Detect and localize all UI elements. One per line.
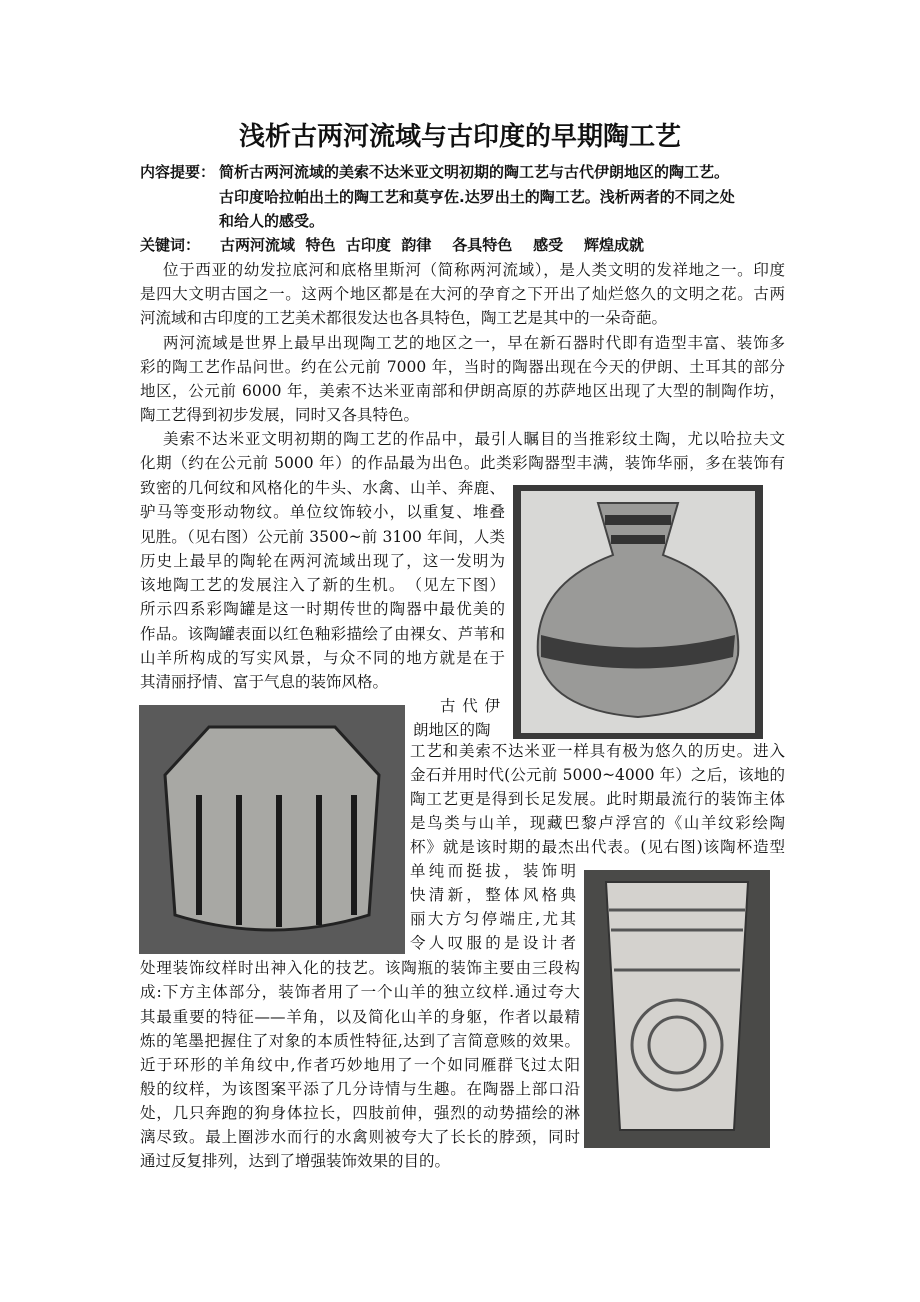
body-text-line: 所示四系彩陶罐是这一时期传世的陶器中最优美的 bbox=[140, 600, 505, 618]
body-text-line: 炼的笔墨把握住了对象的本质性特征,达到了言简意赅的效果。 bbox=[140, 1032, 580, 1050]
four-handled-jar-photo bbox=[139, 705, 405, 954]
body-text-line: 陶工艺得到初步发展，同时又各具特色。 bbox=[140, 406, 420, 424]
body-text-line: 美索不达米亚文明初期的陶工艺的作品中，最引人瞩目的当推彩纹土陶，尤以哈拉夫文 bbox=[163, 430, 785, 448]
body-text-line: 处，几只奔跑的狗身体拉长，四肢前伸，强烈的动势描绘的淋 bbox=[140, 1104, 580, 1122]
body-text-line: 丽大方匀停端庄,尤其 bbox=[410, 910, 576, 928]
body-text-line: 历史上最早的陶轮在两河流域出现了，这一发明为 bbox=[140, 552, 505, 570]
keywords-value: 古两河流域 特色 古印度 韵律 各具特色 感受 辉煌成就 bbox=[220, 236, 645, 254]
body-text-line: 近于环形的羊角纹中,作者巧妙地用了一个如同雁群飞过太阳 bbox=[140, 1056, 580, 1074]
abstract-line: 古印度哈拉帕出土的陶工艺和莫亨佐.达罗出土的陶工艺。浅析两者的不同之处 bbox=[219, 188, 735, 206]
body-text-line: 是四大文明古国之一。这两个地区都是在大河的孕育之下开出了灿烂悠久的文明之花。古两 bbox=[140, 285, 785, 303]
abstract-line: 简析古两河流域的美索不达米亚文明初期的陶工艺与古代伊朗地区的陶工艺。 bbox=[219, 163, 730, 181]
abstract-line: 和给人的感受。 bbox=[219, 212, 325, 230]
body-text-line: 两河流域是世界上最早出现陶工艺的地区之一，早在新石器时代即有造型丰富、装饰多 bbox=[163, 334, 785, 352]
body-text-line: 其最重要的特征——羊角，以及简化山羊的身躯，作者以最精 bbox=[140, 1008, 580, 1026]
body-text-line: 漓尽致。最上圈涉水而行的水禽则被夸大了长长的脖颈，同时 bbox=[140, 1128, 580, 1146]
keywords-label: 关键词： bbox=[140, 236, 201, 254]
body-text-line: 位于西亚的幼发拉底河和底格里斯河（简称两河流域），是人类文明的发祥地之一。印度 bbox=[163, 261, 785, 279]
goat-cup-photo bbox=[584, 870, 770, 1148]
body-text-line: 般的纹样，为该图案平添了几分诗情与生趣。在陶器上部口沿 bbox=[140, 1080, 580, 1098]
page-title: 浅析古两河流域与古印度的早期陶工艺 bbox=[238, 122, 681, 152]
body-text-line: 陶工艺更是得到长足发展。此时期最流行的装饰主体 bbox=[410, 790, 785, 808]
body-text-line: 处理装饰纹样时出神入化的技艺。该陶瓶的装饰主要由三段构 bbox=[140, 959, 580, 977]
painted-vase-photo bbox=[513, 485, 763, 739]
body-text-line: 致密的几何纹和风格化的牛头、水禽、山羊、奔鹿、 bbox=[140, 479, 505, 497]
body-text-line: 该地陶工艺的发展注入了新的生机。 （见左下图） bbox=[140, 576, 505, 594]
body-text-line: 河流域和古印度的工艺美术都很发达也各具特色，陶工艺是其中的一朵奇葩。 bbox=[140, 309, 668, 327]
body-text-line: 是鸟类与山羊，现藏巴黎卢浮宫的《山羊纹彩绘陶 bbox=[410, 814, 785, 832]
body-text-line: 化期（约在公元前 5000 年）的作品最为出色。此类彩陶器型丰满，装饰华丽，多在装饰有 bbox=[140, 454, 785, 472]
body-text-line: 驴马等变形动物纹。单位纹饰较小，以重复、堆叠 bbox=[140, 503, 505, 521]
body-text-line: 彩的陶工艺作品问世。约在公元前 7000 年，当时的陶器出现在今天的伊朗、土耳其的部分 bbox=[140, 358, 785, 376]
body-text-line: 令人叹服的是设计者 bbox=[410, 934, 576, 952]
body-text-line: 见胜。（见右图）公元前 3500~前 3100 年间，人类 bbox=[140, 528, 505, 546]
body-text-line: 地区，公元前 6000 年，美索不达米亚南部和伊朗高原的苏萨地区出现了大型的制陶作坊， bbox=[140, 382, 785, 400]
body-text-line: 山羊所构成的写实风景，与众不同的地方就是在于 bbox=[140, 649, 505, 667]
body-text-line: 金石并用时代(公元前 5000~4000 年）之后，该地的 bbox=[410, 766, 785, 784]
body-text-line: 工艺和美索不达米亚一样具有极为悠久的历史。进入 bbox=[410, 742, 785, 760]
body-text-line: 杯》就是该时期的最杰出代表。(见右图)该陶杯造型 bbox=[410, 838, 785, 856]
body-text-line: 其清丽抒情、富于气息的装饰风格。 bbox=[140, 673, 389, 691]
body-text-line: 快清新，整体风格典 bbox=[410, 886, 576, 904]
body-text-line: 通过反复排列，达到了增强装饰效果的目的。 bbox=[140, 1152, 451, 1170]
body-text-line: 作品。该陶罐表面以红色釉彩描绘了由裸女、芦苇和 bbox=[140, 625, 505, 643]
body-text-line: 古 代 伊 bbox=[440, 697, 500, 715]
abstract-label: 内容提要： bbox=[140, 163, 216, 181]
body-text-line: 单纯而挺拔，装饰明 bbox=[410, 862, 576, 880]
body-text-line: 朗地区的陶 bbox=[413, 721, 491, 739]
body-text-line: 成:下方主体部分，装饰者用了一个山羊的独立纹样.通过夸大 bbox=[140, 983, 580, 1001]
